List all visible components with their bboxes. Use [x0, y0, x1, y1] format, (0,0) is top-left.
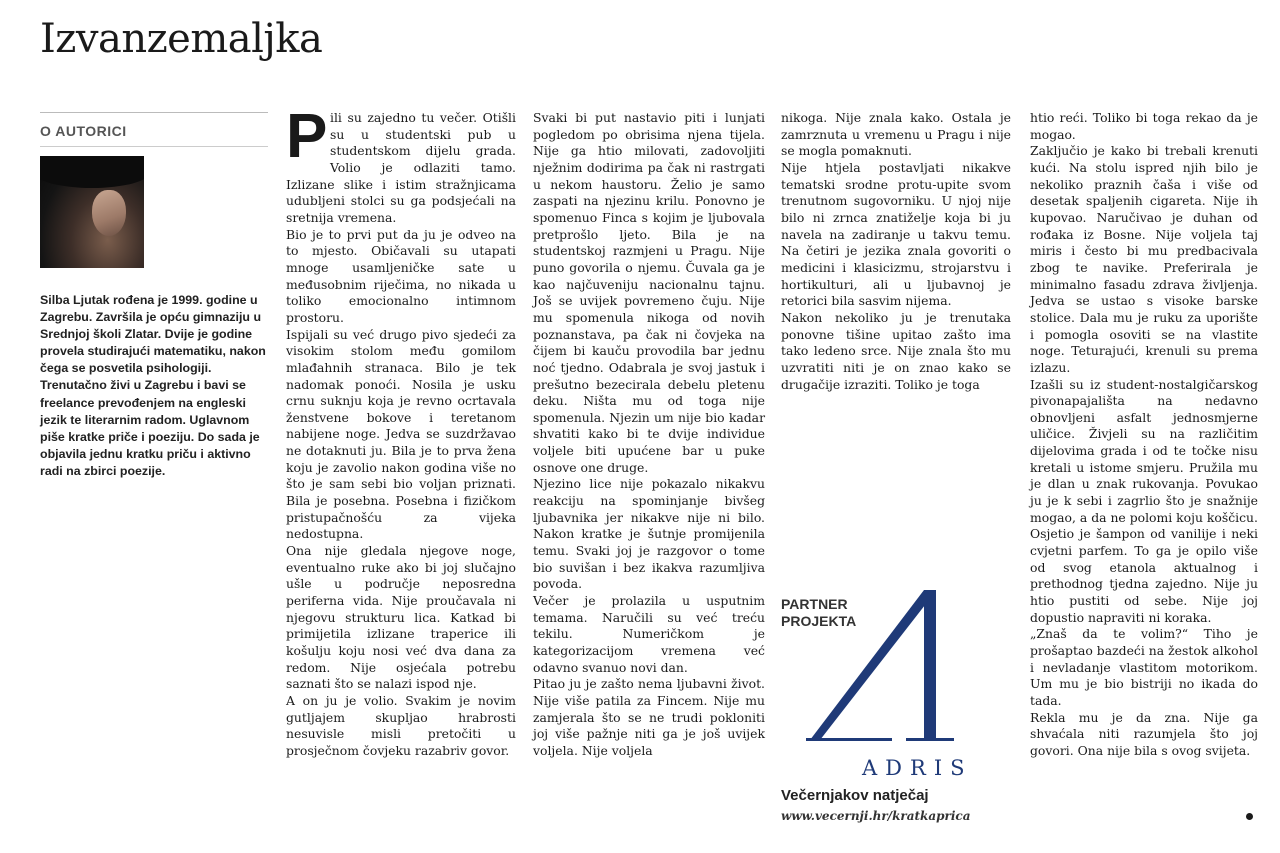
- story-column-1: [286, 102, 516, 760]
- drop-cap: P: [286, 102, 328, 171]
- paragraph: Ispijali su već drugo pivo sjedeći za visokim stolom među gomilom mlađahnih stranaca. Bilo je tek nadomak ponoći. Nosila je usku crnu suknju koja je revno ocrtavala ženstvene bokove i teretanom nabijene noge. Jedva se suzdržavao ne dotaknuti ju. Bila je to prva žena koju je zavolio nakon godina više no što je sam sebi bio voljan priznati. Bila je posebna. Posebna i fizičkom pristupačnošću za vijeka nedostupna.: [286, 326, 516, 542]
- paragraph: Ona nije gledala njegove noge, eventualno ruke ako bi joj slučajno ušle u područje neposredna periferna vida. Nije proučavala ni njegovu strukturu lica. Katkad bi primijetila izlizane traperice ili košulju koju nosi već dva dana za redom. Nije osjećala potrebu saznati što se nalazi ispod nje.: [286, 543, 516, 692]
- adris-logo-icon: [806, 590, 986, 760]
- story-column-2: [533, 110, 765, 760]
- paragraph: A on ju je volio. Svakim je novim gutljajem skupljao hrabrosti nesuvisle misli pretočiti u prosječnom čovjeku razabriv govor.: [286, 692, 516, 758]
- article-title: Izvanzemaljka: [40, 16, 323, 62]
- paragraph: Njezino lice nije pokazalo nikakvu reakciju na spominjanje bivšeg ljubavnika jer nikakve nije ni bilo. Nakon kratke je šutnje promijenila temu. Svaki joj je razgovor o tome bio suvišan i bez ikakva razumljiva povoda.: [533, 476, 765, 592]
- about-author-heading: O AUTORICI: [40, 123, 127, 139]
- author-face: [92, 190, 126, 236]
- adris-logo-text: ADRIS: [862, 756, 973, 780]
- paragraph: Svaki bi put nastavio piti i lunjati pogledom po obrisima njena tijela. Nije ga htio milovati, zadovoljiti nježnim dodirima pa čak ni rastrgati u nekom haustoru. Želio je samo zaspati na njezinu krilu. Ponovno je spomenuo Finca s kojim je ljubovala pretprošlo ljeto. Bila je na studentskoj razmjeni u Pragu. Nije puno govorila o njemu. Čuvala ga je kao najčuveniju nacionalnu tajnu. Još se uvijek povremeno čuju. Nije mu spomenula nikoga od novih poznanstava, pa čak ni čovjeka na čijem bi kauču provodila bar jednu noć tjedno. Odabrala je svoj jastuk i prešutno bezecirala debelu pletenu deku. Ništa mu od toga nije spomenula. Njezin um nije bio kadar shvatiti kako bi te dvije individue voljele biti upućene bar u puke osnove one druge.: [533, 110, 765, 475]
- about-divider: [40, 146, 268, 147]
- author-photo: [40, 156, 144, 268]
- paragraph: Večer je prolazila u usputnim temama. Naručili su već treću tekilu. Numeričkom je kategorizacijom vremena već odavno svanuo novi dan.: [533, 593, 765, 675]
- paragraph: Nije htjela postavljati nikakve tematski srodne protu-upite svom trenutnom sugovorniku. U njoj nije bilo ni zrnca znatiželje koja bi ju navela na zadiranje u takvu temu. Na četiri je jezika znala govoriti o medicini i klasicizmu, strojarstvu i hortikulturi, ali u ljubavnoj je retorici bila sasvim nijema.: [781, 159, 1011, 309]
- contest-url[interactable]: www.vecernji.hr/kratkaprica: [781, 809, 971, 823]
- paragraph: Pitao ju je zašto nema ljubavni život. Nije više patila za Fincem. Nije mu zamjerala što se ne trudi pokloniti joj više pažnje niti ga je još uvijek voljela. Nije voljela: [533, 676, 765, 758]
- paragraph: Osjetio je šampon od vanilije i neki cvjetni parfem. To ga je opilo više od svog etanola aktualnog i prethodnog tjedna zajedno. Nije ju htio pustiti od sebe. Nije joj dopustio napraviti ni koraka.: [1030, 526, 1258, 625]
- paragraph: ili su zajedno tu večer. Otišli su u studentski pub u studentskom dijelu grada. Volio je odlaziti tamo. Izlizane slike i istim stražnjicama udubljeni stolci su ga podsjećali na sretnija vremena.: [286, 110, 516, 225]
- paragraph: Nakon nekoliko ju je trenutaka ponovne tišine upitao zašto ima tako ledeno srce. Nije znala što mu uzvratiti niti je on znao kako se drugačije izraziti. Toliko je toga: [781, 309, 1011, 392]
- story-column-4: [1030, 110, 1258, 760]
- paragraph: nikoga. Nije znala kako. Ostala je zamrznuta u vremenu u Pragu i nije se mogla pomaknuti.: [781, 110, 1011, 159]
- author-bio: Silba Ljutak rođena je 1999. godine u Zagrebu. Završila je opću gimnaziju u Srednjoj školi Zlatar. Dvije je godine provela studirajući matematiku, nakon čega se posvetila psihologiji. Trenutačno živi u Zagrebu i bavi se freelance prevođenjem na engleski jezik te literarnim radom. Uglavnom piše kratke priče i poeziju. Do sada je objavila jednu kratku priču i aktivno radi na zbirci poezije.: [40, 293, 266, 478]
- paragraph: htio reći. Toliko bi toga rekao da je mogao.: [1030, 110, 1258, 142]
- paragraph: Rekla mu je da zna. Nije ga shvaćala niti razumjela što joj govori. Ona nije bila s ovog svijeta.: [1030, 709, 1258, 758]
- paragraph: Izašli su iz student-nostalgičarskog pivonapajališta na nedavno obnovljeni asfalt jednosmjerne uličice. Živjeli su na različitim dijelovima grada i od te točke nisu kretali u istome smjeru. Pružila mu je dlan u znak rukovanja. Povukao ju je k sebi i zagrlio što je snažnije mogao, a da ne polomi koju koščicu.: [1030, 376, 1258, 525]
- story-column-3: [781, 110, 1011, 393]
- paragraph: „Znaš da te volim?“ Tiho je prošaptao bazdeći na žestok alkohol i nevladanje vlastitom motorikom. Um mu je bio bistriji no ikada do tada.: [1030, 626, 1258, 708]
- paragraph: Zaključio je kako bi trebali krenuti kući. Na stolu ispred njih bilo je nekoliko praznih čaša i više od desetak spaljenih cigareta. Nije ih kupovao. Naručivao je duhan od rođaka iz Bosne. Nije voljela taj miris i često bi mu predbacivala zbog te navike. Preferirala je minimalno fasadu zdrava življenja. Jedva se ustao s visoke barske stolice. Dala mu je ruku za uporište i pomogla osoviti se na vlastite noge. Teturajući, krenuli su prema izlazu.: [1030, 143, 1258, 375]
- author-hat: [40, 156, 144, 188]
- partner-label: PARTNER PROJEKTA: [781, 596, 857, 629]
- contest-name: Večernjakov natječaj: [781, 787, 929, 804]
- header-divider: [40, 112, 268, 113]
- paragraph: Bio je to prvi put da ju je odveo na to mjesto. Običavali su utapati mnoge usamljeničke sate u međusobnim riječima, no nikada u toliko emocionalno intimnom prostoru.: [286, 226, 516, 325]
- end-mark-icon: [1246, 813, 1253, 820]
